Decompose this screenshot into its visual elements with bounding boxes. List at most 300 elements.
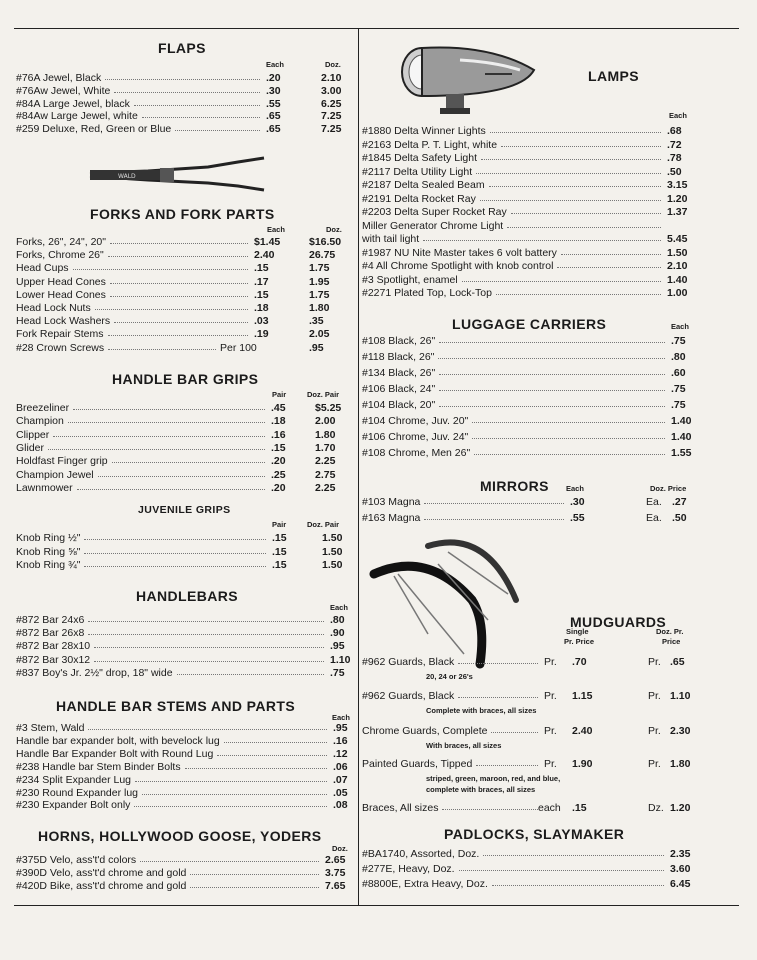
price-row	[16, 315, 354, 328]
bottom-rule	[14, 905, 739, 906]
price-each: .75	[671, 399, 686, 411]
price-each: .16	[271, 428, 286, 441]
leader-dots	[108, 349, 216, 350]
mirrors-header-doz-price: Doz. Price	[650, 484, 687, 493]
item-label: #8800E, Extra Heavy, Doz.	[362, 878, 488, 890]
dozen-price: .65	[670, 656, 685, 668]
price-row	[16, 532, 354, 545]
price-row	[362, 656, 702, 669]
unit-note: Per 100	[220, 341, 257, 354]
juvenile-grips-title: JUVENILE GRIPS	[138, 504, 231, 516]
column-divider	[358, 28, 359, 905]
price-row	[362, 220, 702, 233]
price-each: .15	[272, 545, 287, 558]
item-note: Complete with braces, all sizes	[426, 706, 537, 715]
leader-dots	[561, 254, 661, 255]
price-dozen: 1.50	[322, 545, 343, 558]
price-each: .18	[254, 302, 269, 314]
leader-dots	[462, 281, 661, 282]
price-row	[362, 802, 702, 815]
leader-dots	[511, 213, 661, 214]
price-each: .65	[266, 123, 281, 136]
item-label: #2163 Delta P. T. Light, white	[362, 138, 498, 151]
price-row	[362, 863, 702, 876]
item-label: Lawnmower	[16, 481, 73, 494]
price-row	[362, 125, 702, 138]
item-label: #872 Bar 30x12	[16, 653, 91, 666]
item-label: Knob Ring ¾"	[16, 559, 81, 571]
leader-dots	[88, 729, 327, 730]
mudguards-header-price: Price	[662, 637, 681, 646]
item-label: Knob Ring ½"	[16, 532, 81, 544]
item-label: Braces, All sizes	[362, 802, 439, 814]
leader-dots	[114, 92, 260, 93]
price-each: .08	[333, 799, 348, 812]
item-label: #2203 Delta Super Rocket Ray	[362, 206, 507, 218]
dozen-price: 2.30	[670, 725, 691, 737]
price-each: 7.65	[325, 880, 346, 892]
price-row	[16, 402, 354, 415]
price-row	[16, 302, 354, 315]
leader-dots	[458, 663, 538, 664]
stems-header-each: Each	[332, 713, 350, 722]
price-each: 1.10	[330, 653, 351, 666]
price-row	[16, 799, 354, 812]
item-label: Chrome Guards, Complete	[362, 725, 488, 737]
price-row	[16, 236, 354, 249]
price-each: 2.10	[667, 260, 688, 272]
item-label: #1880 Delta Winner Lights	[362, 125, 486, 137]
item-label: #962 Guards, Black	[362, 656, 455, 668]
leader-dots	[84, 539, 266, 540]
item-label: Fork Repair Stems	[16, 328, 104, 341]
leader-dots	[459, 870, 664, 871]
bicycle-fork-illustration-icon	[88, 154, 268, 194]
leader-dots	[88, 634, 324, 635]
price-each: .55	[570, 512, 585, 524]
leader-dots	[114, 322, 248, 323]
item-label: #76A Jewel, Black	[16, 72, 102, 84]
fork-brand-text: WALD	[118, 173, 136, 180]
item-label: #234 Split Expander Lug	[16, 773, 132, 786]
leader-dots	[224, 742, 327, 743]
leader-dots	[53, 436, 265, 437]
price-unit: each	[538, 802, 561, 814]
item-label: #28 Crown Screws	[16, 341, 105, 354]
price-each: 3.75	[325, 867, 346, 879]
price-dozen: 2.10	[321, 72, 342, 84]
price-row	[16, 110, 354, 123]
grips-header-doz-pair: Doz. Pair	[307, 390, 340, 399]
price-dozen: 1.80	[315, 428, 336, 441]
price-row	[16, 735, 354, 748]
top-rule	[14, 28, 739, 29]
item-label: #1987 NU Nite Master takes 6 volt battery	[362, 246, 557, 259]
item-label: #104 Chrome, Juv. 20"	[362, 415, 469, 427]
leader-dots	[77, 489, 265, 490]
leader-dots	[439, 374, 665, 375]
price-row	[362, 725, 702, 738]
forks-title: FORKS AND FORK PARTS	[90, 206, 275, 222]
price-row	[16, 276, 354, 289]
price-dozen: 1.50	[322, 559, 343, 571]
item-label: Champion	[16, 415, 64, 428]
price-each: .15	[272, 559, 287, 571]
item-label: with tail light	[362, 233, 420, 245]
item-label: Forks, 26", 24", 20"	[16, 236, 106, 248]
price-row	[362, 758, 702, 771]
item-label: Painted Guards, Tipped	[362, 758, 473, 770]
item-label: #108 Black, 26"	[362, 335, 436, 347]
price-row	[16, 627, 354, 640]
price-unit: Pr.	[544, 725, 557, 737]
price-row	[362, 274, 702, 287]
price-dozen: 6.25	[321, 97, 342, 110]
item-label: #104 Black, 20"	[362, 399, 436, 411]
leader-dots	[476, 173, 661, 174]
price-unit: Dz.	[648, 802, 664, 814]
price-row	[362, 139, 702, 152]
price-each: .72	[667, 138, 682, 151]
leader-dots	[108, 335, 248, 336]
item-label: #238 Handle bar Stem Binder Bolts	[16, 760, 181, 773]
luggage-header-each: Each	[671, 322, 689, 331]
leader-dots	[175, 130, 260, 131]
price-dozen: 7.25	[321, 123, 342, 136]
leader-dots	[190, 874, 319, 875]
item-label: #76Aw Jewel, White	[16, 84, 111, 97]
single-price: 1.15	[572, 690, 593, 702]
price-row	[362, 431, 702, 444]
leader-dots	[190, 887, 319, 888]
price-each: 1.00	[667, 287, 688, 299]
dozen-price: 1.10	[670, 690, 691, 702]
price-row	[16, 415, 354, 428]
leader-dots	[84, 553, 266, 554]
item-label: Clipper	[16, 428, 50, 441]
leader-dots	[110, 296, 248, 297]
leader-dots	[424, 503, 564, 504]
price-row	[16, 455, 354, 468]
item-label: Glider	[16, 441, 45, 454]
price-dozen: 1.75	[309, 262, 330, 275]
item-note: complete with braces, all sizes	[426, 785, 536, 794]
price-each: .05	[333, 786, 348, 799]
price-each: .30	[266, 84, 281, 97]
item-label: #3 Stem, Wald	[16, 722, 85, 734]
price-each: 1.40	[671, 415, 692, 427]
price-each: .15	[271, 441, 286, 454]
price-each: .18	[271, 415, 286, 428]
price-each: 1.40	[671, 431, 692, 443]
flaps-header-doz: Doz.	[325, 60, 341, 69]
juvenile-header-doz-pair: Doz. Pair	[307, 520, 340, 529]
item-label: #3 Spotlight, enamel	[362, 273, 458, 286]
price-dozen: 3.00	[321, 84, 342, 97]
item-label: #BA1740, Assorted, Doz.	[362, 848, 480, 860]
price-row	[16, 867, 354, 880]
price-row	[362, 335, 702, 348]
item-label: #872 Bar 26x8	[16, 627, 85, 640]
horns-header-doz: Doz.	[332, 844, 348, 853]
price-unit: Pr.	[648, 690, 661, 702]
dozen-price: 1.80	[670, 758, 691, 770]
item-note: striped, green, maroon, red, and blue,	[426, 774, 561, 783]
item-label: #2117 Delta Utility Light	[362, 165, 473, 178]
price-row	[16, 722, 354, 735]
leader-dots	[438, 358, 665, 359]
price-dozen: 2.05	[309, 328, 330, 341]
item-label: #375D Velo, ass't'd colors	[16, 854, 137, 866]
item-label: #872 Bar 28x10	[16, 640, 91, 653]
price-each: .55	[266, 97, 281, 110]
price-each: 2.40	[254, 249, 275, 262]
stems-title: HANDLE BAR STEMS AND PARTS	[56, 698, 296, 714]
price-dozen: .35	[309, 315, 324, 328]
price-row	[362, 690, 702, 703]
item-label: #134 Black, 26"	[362, 367, 436, 379]
price-unit: Pr.	[544, 690, 557, 702]
price-each: .25	[271, 468, 286, 481]
item-label: #84Aw Large Jewel, white	[16, 110, 138, 123]
price-row	[16, 559, 354, 572]
single-price: .15	[572, 802, 587, 814]
item-label: #118 Black, 26"	[362, 351, 435, 363]
single-price: .70	[572, 656, 587, 668]
price-each: .80	[671, 351, 686, 363]
price-row	[16, 328, 354, 341]
price-each: 1.40	[667, 273, 688, 286]
price-row	[362, 260, 702, 273]
price-row	[362, 848, 702, 861]
price-row	[16, 880, 354, 893]
price-dozen: 1.95	[309, 275, 330, 288]
item-label: #108 Chrome, Men 26"	[362, 447, 471, 459]
price-row	[16, 249, 354, 262]
price-each: .45	[271, 402, 286, 414]
price-dozen: 2.25	[315, 455, 336, 468]
leader-dots	[142, 117, 260, 118]
price-dozen: 2.25	[315, 481, 336, 494]
leader-dots	[185, 768, 327, 769]
item-label: #106 Chrome, Juv. 24"	[362, 431, 469, 443]
item-label: Holdfast Finger grip	[16, 455, 108, 468]
leader-dots	[134, 806, 327, 807]
price-row	[16, 342, 354, 355]
price-each: 1.37	[667, 206, 688, 218]
price-each: .19	[254, 328, 269, 341]
leader-dots	[474, 454, 665, 455]
price-each: .60	[671, 367, 686, 379]
leader-dots	[142, 794, 327, 795]
leader-dots	[94, 647, 324, 648]
leader-dots	[496, 294, 661, 295]
item-label: #277E, Heavy, Doz.	[362, 863, 455, 875]
handlebars-title: HANDLEBARS	[136, 588, 238, 604]
price-unit: Ea.	[646, 512, 662, 524]
item-label: #2187 Delta Sealed Beam	[362, 179, 485, 191]
price-row	[362, 287, 702, 300]
price-row	[16, 262, 354, 275]
price-each: .30	[570, 496, 585, 508]
price-row	[362, 351, 702, 364]
leader-dots	[105, 79, 260, 80]
mirrors-title: MIRRORS	[480, 478, 549, 494]
price-each: .95	[333, 722, 348, 734]
price-each: .20	[266, 72, 281, 84]
item-label: #390D Velo, ass't'd chrome and gold	[16, 867, 187, 879]
item-note: 20, 24 or 26's	[426, 672, 473, 681]
price-row	[16, 482, 354, 495]
leader-dots	[490, 132, 661, 133]
price-each: .15	[272, 532, 287, 544]
price-each: .16	[333, 734, 348, 747]
price-row	[16, 614, 354, 627]
item-label: #962 Guards, Black	[362, 690, 455, 702]
price-each: .75	[671, 335, 686, 347]
price-unit: Pr.	[648, 725, 661, 737]
price-each: 2.35	[670, 848, 691, 860]
price-row	[362, 415, 702, 428]
item-label: #163 Magna	[362, 512, 421, 524]
leader-dots	[476, 765, 538, 766]
item-label: #106 Black, 24"	[362, 383, 436, 395]
price-row	[16, 854, 354, 867]
leader-dots	[73, 409, 265, 410]
item-label: Head Lock Nuts	[16, 302, 91, 314]
bicycle-lamp-illustration-icon	[400, 40, 540, 118]
price-dozen: 7.25	[321, 110, 342, 123]
price-dozen: .50	[672, 512, 687, 524]
item-label: #230 Expander Bolt only	[16, 799, 131, 812]
price-row	[16, 654, 354, 667]
leader-dots	[217, 755, 327, 756]
price-row	[16, 640, 354, 653]
horns-title: HORNS, HOLLYWOOD GOOSE, YODERS	[38, 828, 322, 844]
price-each: 1.20	[667, 192, 688, 205]
item-label: Forks, Chrome 26"	[16, 249, 104, 262]
price-each: .50	[667, 165, 682, 178]
item-label: #2191 Delta Rocket Ray	[362, 192, 476, 205]
price-each: 1.50	[667, 246, 688, 259]
price-each: .78	[667, 152, 682, 164]
item-label: #872 Bar 24x6	[16, 614, 85, 626]
luggage-title: LUGGAGE CARRIERS	[452, 316, 607, 332]
item-label: #420D Bike, ass't'd chrome and gold	[16, 880, 187, 892]
price-dozen: $5.25	[315, 402, 342, 414]
item-label: Champion Jewel	[16, 468, 94, 481]
item-label: #84A Large Jewel, black	[16, 97, 130, 110]
price-each: .06	[333, 760, 348, 773]
leader-dots	[492, 885, 664, 886]
price-row	[16, 787, 354, 800]
padlocks-title: PADLOCKS, SLAYMAKER	[444, 826, 625, 842]
leader-dots	[442, 809, 538, 810]
leader-dots	[110, 283, 248, 284]
price-row	[362, 193, 702, 206]
mudguards-header-single: Single	[566, 627, 589, 636]
price-each: .20	[271, 481, 286, 494]
price-each: .07	[333, 773, 348, 786]
item-label: #4 All Chrome Spotlight with knob control	[362, 260, 554, 272]
price-row	[16, 289, 354, 302]
price-row	[16, 429, 354, 442]
price-each: .15	[254, 262, 269, 275]
price-row	[362, 496, 702, 509]
price-row	[362, 247, 702, 260]
mirrors-header-each: Each	[566, 484, 584, 493]
price-row	[16, 774, 354, 787]
price-row	[362, 367, 702, 380]
leader-dots	[108, 256, 248, 257]
leader-dots	[110, 243, 248, 244]
single-price: 2.40	[572, 725, 593, 737]
leader-dots	[134, 105, 260, 106]
price-dozen: 1.70	[315, 441, 336, 454]
price-dozen: 1.50	[322, 532, 343, 544]
price-each: 3.15	[667, 179, 688, 191]
item-label: Head Lock Washers	[16, 315, 111, 328]
price-row	[362, 383, 702, 396]
price-row	[16, 667, 354, 680]
price-each: .68	[667, 125, 682, 137]
leader-dots	[423, 240, 661, 241]
price-each: 1.55	[671, 447, 692, 459]
leader-dots	[491, 732, 538, 733]
leader-dots	[177, 674, 324, 675]
price-each: $1.45	[254, 236, 281, 248]
leader-dots	[472, 422, 665, 423]
price-dozen: 2.00	[315, 415, 336, 428]
item-label: Knob Ring ⅝"	[16, 545, 81, 558]
leader-dots	[481, 159, 661, 160]
price-row	[362, 512, 702, 525]
mudguard-illustration-icon	[368, 530, 528, 670]
leader-dots	[112, 462, 265, 463]
item-label: #230 Round Expander lug	[16, 786, 139, 799]
item-label: #259 Deluxe, Red, Green or Blue	[16, 123, 172, 136]
mudguards-header-pr-price: Pr. Price	[564, 637, 595, 646]
price-each: 6.45	[670, 878, 691, 890]
price-each: .75	[330, 666, 345, 679]
price-each: .90	[330, 627, 345, 640]
price-dozen: 1.75	[309, 288, 330, 301]
price-dozen: 1.80	[309, 302, 330, 314]
leader-dots	[483, 855, 664, 856]
price-each: 3.60	[670, 863, 691, 875]
price-row	[362, 878, 702, 891]
leader-dots	[507, 227, 661, 228]
leader-dots	[424, 519, 564, 520]
price-dozen: .27	[672, 496, 687, 508]
flaps-header-each: Each	[266, 60, 284, 69]
price-unit: Pr.	[648, 758, 661, 770]
leader-dots	[95, 309, 248, 310]
forks-header-doz: Doz.	[326, 225, 342, 234]
leader-dots	[68, 422, 265, 423]
single-price: 1.90	[572, 758, 593, 770]
grips-header-pair: Pair	[272, 390, 287, 399]
juvenile-header-pair: Pair	[272, 520, 287, 529]
leader-dots	[94, 661, 324, 662]
item-label: #103 Magna	[362, 496, 421, 508]
price-each: .80	[330, 614, 345, 626]
price-dozen: 2.75	[315, 468, 336, 481]
leader-dots	[73, 269, 248, 270]
item-label: #2271 Plated Top, Lock-Top	[362, 287, 492, 299]
price-row	[16, 469, 354, 482]
leader-dots	[501, 146, 661, 147]
